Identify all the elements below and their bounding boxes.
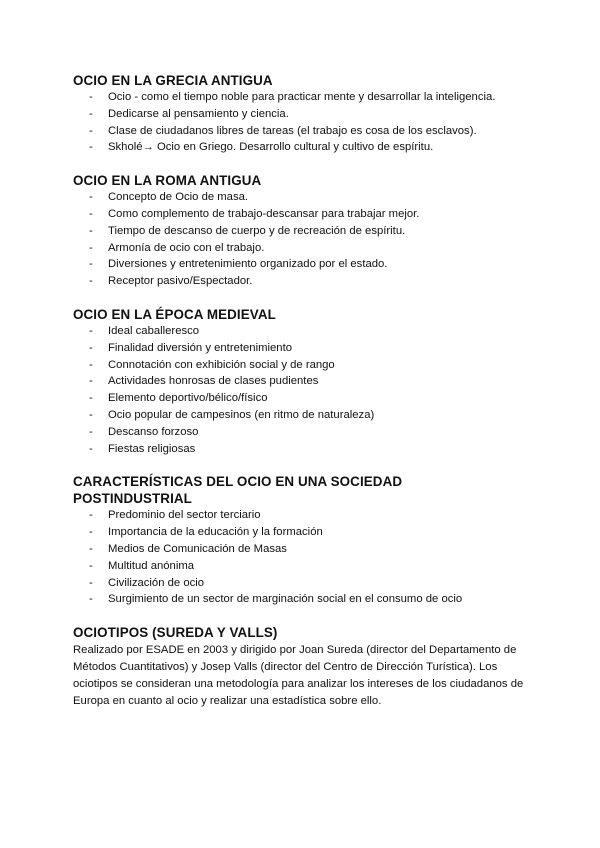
list-item-text: Elemento deportivo/bélico/físico [108, 392, 268, 405]
list-item-text: Diversiones y entretenimiento organizado por el estado. [108, 258, 388, 271]
section-roma-antigua [73, 172, 533, 290]
section-ociotipos [73, 624, 533, 709]
list-item-text: Predominio del sector terciario [108, 509, 261, 522]
bullet-dash: - [89, 324, 93, 337]
bullet-list [73, 189, 533, 290]
bullet-dash: - [89, 207, 93, 220]
list-item [73, 106, 533, 123]
bullet-dash: - [89, 559, 93, 572]
list-item-text: Concepto de Ocio de masa. [108, 191, 249, 204]
bullet-list [73, 323, 533, 457]
list-item [73, 507, 533, 524]
bullet-dash: - [89, 141, 93, 154]
document-page [73, 72, 533, 725]
list-item-text: Multitud anónima [108, 559, 195, 572]
bullet-dash: - [89, 358, 93, 371]
list-item-text: Dedicarse al pensamiento y ciencia. [108, 107, 289, 120]
section-heading: OCIOTIPOS (SUREDA Y VALLS) [73, 625, 278, 641]
list-item [73, 139, 533, 156]
list-item-text: Actividades honrosas de clases pudientes [108, 375, 319, 388]
list-item [73, 424, 533, 441]
list-item [73, 575, 533, 592]
list-item [73, 541, 533, 558]
bullet-dash: - [89, 509, 93, 522]
list-item-text: Ocio popular de campesinos (en ritmo de naturaleza) [108, 408, 375, 421]
bullet-dash: - [89, 191, 93, 204]
list-item-text: Ocio - como el tiempo noble para practicar mente y desarrollar la inteligencia. [108, 91, 496, 103]
list-item [73, 357, 533, 374]
bullet-list [73, 507, 533, 608]
list-item [73, 189, 533, 206]
bullet-dash: - [89, 375, 93, 388]
list-item [73, 407, 533, 424]
list-item [73, 223, 533, 240]
list-item-text: Ideal caballeresco [108, 324, 200, 337]
list-item-text: Skholé→ Ocio en Griego. Desarrollo cultural y cultivo de espíritu. [108, 141, 434, 154]
list-item [73, 123, 533, 140]
list-item-text: Fiestas religiosas [108, 442, 196, 455]
list-item-text: Como complemento de trabajo-descansar para trabajar mejor. [108, 207, 420, 220]
list-item [73, 591, 533, 608]
list-item [73, 373, 533, 390]
bullet-list [73, 89, 533, 156]
bullet-dash: - [89, 526, 93, 539]
section-heading-line-2: POSTINDUSTRIAL [73, 491, 192, 507]
bullet-dash: - [89, 392, 93, 405]
section-heading-line-1: CARACTERÍSTICAS DEL OCIO EN UNA SOCIEDAD [73, 474, 403, 490]
section-heading: OCIO EN LA GRECIA ANTIGUA [73, 73, 273, 88]
list-item-text: Medios de Comunicación de Masas [108, 542, 287, 555]
section-paragraph: Realizado por ESADE en 2003 y dirigido por Joan Sureda (director del Departamento de Métodos Cuantitativos) y Josep Valls (director del Centro de Dirección Turística). Los ociotipos se consideran una metodología para analizar los intereses de los ciudadanos de Europa en cuanto al ocio y realizar una estadística sobre ello. [73, 644, 524, 707]
bullet-dash: - [89, 341, 93, 354]
bullet-dash: - [89, 275, 93, 288]
list-item-text: Clase de ciudadanos libres de tareas (el trabajo es cosa de los esclavos). [108, 124, 477, 137]
section-sociedad-postindustrial [73, 473, 533, 608]
list-item [73, 558, 533, 575]
bullet-dash: - [89, 124, 93, 137]
list-item [73, 256, 533, 273]
bullet-dash: - [89, 425, 93, 438]
bullet-dash: - [89, 593, 93, 606]
bullet-dash: - [89, 224, 93, 237]
section-heading: OCIO EN LA ROMA ANTIGUA [73, 173, 262, 189]
list-item [73, 441, 533, 458]
bullet-dash: - [89, 241, 93, 254]
list-item-text: Armonía de ocio con el trabajo. [108, 241, 265, 254]
list-item-text: Finalidad diversión y entretenimiento [108, 341, 292, 354]
list-item [73, 240, 533, 257]
list-item [73, 340, 533, 357]
list-item [73, 273, 533, 290]
list-item [73, 524, 533, 541]
bullet-dash: - [89, 258, 93, 271]
list-item-text: Connotación con exhibición social y de rango [108, 358, 335, 371]
list-item-text: Receptor pasivo/Espectador. [108, 275, 253, 288]
list-item-text: Civilización de ocio [108, 576, 205, 589]
list-item-text: Tiempo de descanso de cuerpo y de recreación de espíritu. [108, 224, 406, 237]
list-item [73, 323, 533, 340]
bullet-dash: - [89, 542, 93, 555]
bullet-dash: - [89, 408, 93, 421]
list-item [73, 390, 533, 407]
list-item [73, 206, 533, 223]
list-item-text: Surgimiento de un sector de marginación social en el consumo de ocio [108, 593, 463, 606]
list-item-text: Descanso forzoso [108, 425, 199, 438]
list-item [73, 89, 533, 106]
bullet-dash: - [89, 576, 93, 589]
bullet-dash: - [89, 442, 93, 455]
section-epoca-medieval [73, 306, 533, 457]
section-grecia-antigua [73, 72, 533, 156]
bullet-dash: - [89, 107, 93, 120]
bullet-dash: - [89, 91, 93, 103]
list-item-text: Importancia de la educación y la formación [108, 526, 323, 539]
section-heading: OCIO EN LA ÉPOCA MEDIEVAL [73, 306, 276, 322]
